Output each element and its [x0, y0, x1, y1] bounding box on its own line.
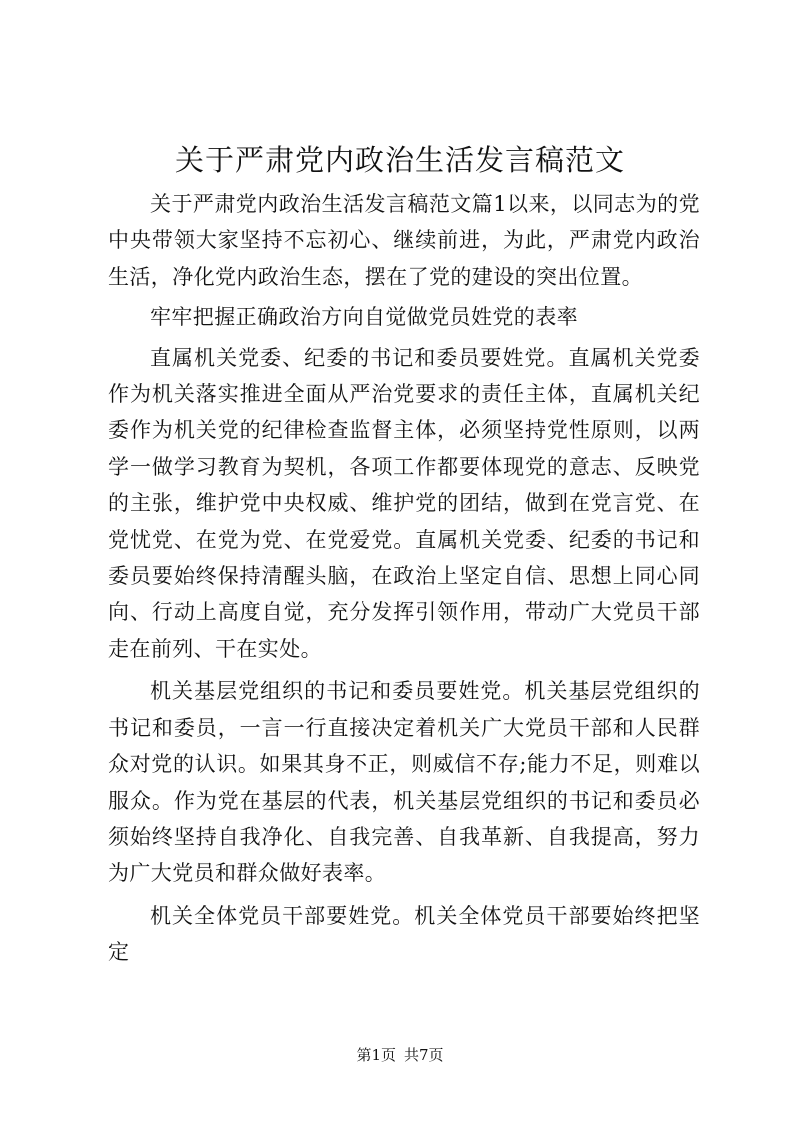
document-title: 关于严肃党内政治生活发言稿范文 — [174, 143, 625, 177]
paragraph-grassroots: 机关基层党组织的书记和委员要姓党。机关基层党组织的书记和委员，一言一行直接决定着机关广大党员干部和人民群众对党的认识。如果其身不正，则威信不存;能力不足，则难以服众。作为党在基层的代表，机关基层党组织的书记和委员必须始终坚持自我净化、自我完善、自我革新、自我提高，努力为广大党员和群众做好表率。 — [108, 679, 700, 886]
paragraph-subheading: 牢牢把握正确政治方向自觉做党员姓党的表率 — [150, 305, 578, 330]
page-footer — [0, 1044, 800, 1066]
document-body — [108, 186, 700, 971]
page-total: 共7页 — [404, 1046, 444, 1064]
paragraph-all-members: 机关全体党员干部要姓党。机关全体党员干部要始终把坚定 — [108, 903, 700, 965]
page-number: 第1页 — [356, 1046, 396, 1064]
paragraph-intro: 关于严肃党内政治生活发言稿范文篇1以来，以同志为的党中央带领大家坚持不忘初心、继续前进，为此，严肃党内政治生活，净化党内政治生态，摆在了党的建设的突出位置。 — [108, 192, 700, 289]
paragraph-committee: 直属机关党委、纪委的书记和委员要姓党。直属机关党委作为机关落实推进全面从严治党要求的责任主体，直属机关纪委作为机关党的纪律检查监督主体，必须坚持党性原则，以两学一做学习教育为契机，各项工作都要体现党的意志、反映党的主张，维护党中央权威、维护党的团结，做到在党言党、在党忧党、在党为党、在党爱党。直属机关党委、纪委的书记和委员要始终保持清醒头脑，在政治上坚定自信、思想上同心同向、行动上高度自觉，充分发挥引领作用，带动广大党员干部走在前列、干在实处。 — [108, 345, 700, 661]
